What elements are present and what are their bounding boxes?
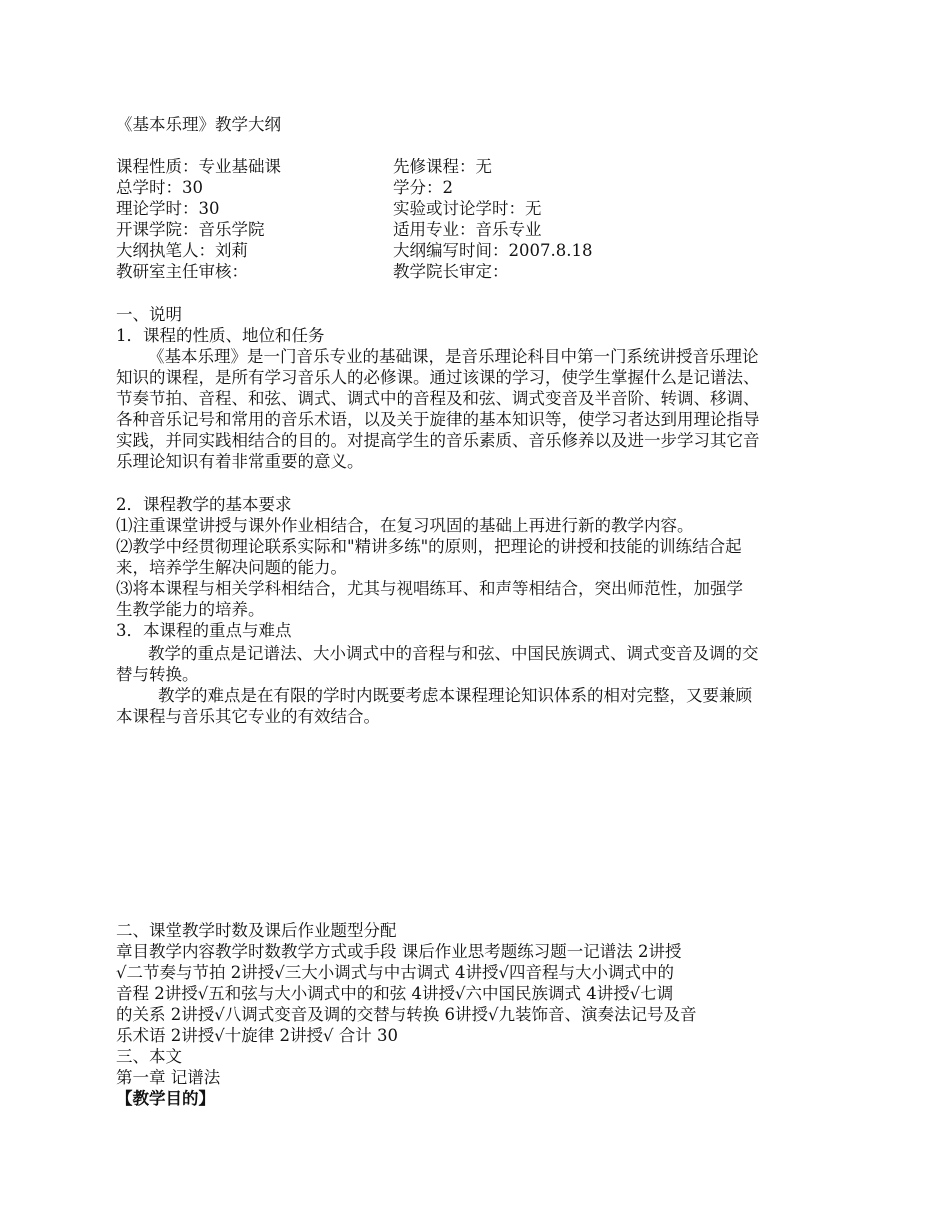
section1-heading: 一、说明: [116, 305, 182, 324]
course-nature: 课程性质：专业基础课: [116, 157, 281, 176]
section2-line: √二节奏与节拍 2讲授√三大小调式与中古调式 4讲授√四音程与大小调式中的: [116, 963, 675, 982]
s1-3-heading: 3．本课程的重点与难点: [116, 621, 292, 640]
office-review: 教研室主任审核：: [116, 262, 248, 281]
section3-heading: 三、本文: [116, 1047, 182, 1066]
compile-date: 大纲编写时间：2007.8.18: [393, 241, 593, 260]
s1-1-heading: 1．课程的性质、地位和任务: [116, 326, 325, 345]
s1-3-line: 替与转换。: [116, 665, 199, 684]
chapter1-heading: 第一章 记谱法: [116, 1068, 221, 1087]
section2-line: 的关系 2讲授√八调式变音及调的交替与转换 6讲授√九装饰音、演奏法记号及音: [116, 1005, 697, 1024]
s1-3-line: 教学的重点是记谱法、大小调式中的音程与和弦、中国民族调式、调式变音及调的交: [148, 644, 759, 663]
dean-approval: 教学院长审定：: [393, 262, 509, 281]
s1-2-line: 来，培养学生解决问题的能力。: [116, 558, 347, 577]
section2-heading: 二、课堂教学时数及课后作业题型分配: [116, 921, 397, 940]
section2-line: 乐术语 2讲授√十旋律 2讲授√ 合计 30: [116, 1026, 398, 1045]
s1-2-line: 生教学能力的培养。: [116, 600, 265, 619]
syllabus-author: 大纲执笔人：刘莉: [116, 241, 248, 260]
s1-2-line: ⑶将本课程与相关学科相结合，尤其与视唱练耳、和声等相结合，突出师范性，加强学: [116, 579, 743, 598]
total-hours: 总学时：30: [116, 178, 203, 197]
document-title: 《基本乐理》教学大纲: [116, 115, 281, 134]
lab-hours: 实验或讨论学时：无: [393, 199, 542, 218]
theory-hours: 理论学时：30: [116, 199, 220, 218]
s1-3-line: 本课程与音乐其它专业的有效结合。: [116, 707, 380, 726]
s1-1-line: 知识的课程，是所有学习音乐人的必修课。通过该课的学习，使学生掌握什么是记谱法、: [116, 368, 760, 387]
section2-line: 音程 2讲授√五和弦与大小调式中的和弦 4讲授√六中国民族调式 4讲授√七调: [116, 984, 674, 1003]
s1-2-line: ⑵教学中经贯彻理论联系实际和"精讲多练"的原则，把理论的讲授和技能的训练结合起: [116, 537, 742, 556]
s1-1-line: 乐理论知识有着非常重要的意义。: [116, 452, 364, 471]
teaching-goal-heading: 【教学目的】: [116, 1089, 215, 1108]
s1-2-line: ⑴注重课堂讲授与课外作业相结合，在复习巩固的基础上再进行新的教学内容。: [116, 516, 694, 535]
credits: 学分：2: [393, 178, 453, 197]
applicable-major: 适用专业：音乐专业: [393, 220, 542, 239]
s1-1-line: 《基本乐理》是一门音乐专业的基础课，是音乐理论科目中第一门系统讲授音乐理论: [148, 347, 759, 366]
s1-1-line: 各种音乐记号和常用的音乐术语，以及关于旋律的基本知识等，使学习者达到用理论指导: [116, 410, 760, 429]
prerequisite: 先修课程：无: [393, 157, 492, 176]
s1-2-heading: 2．课程教学的基本要求: [116, 495, 292, 514]
s1-1-line: 节奏节拍、音程、和弦、调式、调式中的音程及和弦、调式变音及半音阶、转调、移调、: [116, 389, 760, 408]
section2-line: 章目教学内容教学时数教学方式或手段 课后作业思考题练习题一记谱法 2讲授: [116, 942, 682, 961]
offering-college: 开课学院：音乐学院: [116, 220, 265, 239]
s1-3-line: 教学的难点是在有限的学时内既要考虑本课程理论知识体系的相对完整，又要兼顾: [158, 686, 752, 705]
s1-1-line: 实践，并同实践相结合的目的。对提高学生的音乐素质、音乐修养以及进一步学习其它音: [116, 431, 760, 450]
